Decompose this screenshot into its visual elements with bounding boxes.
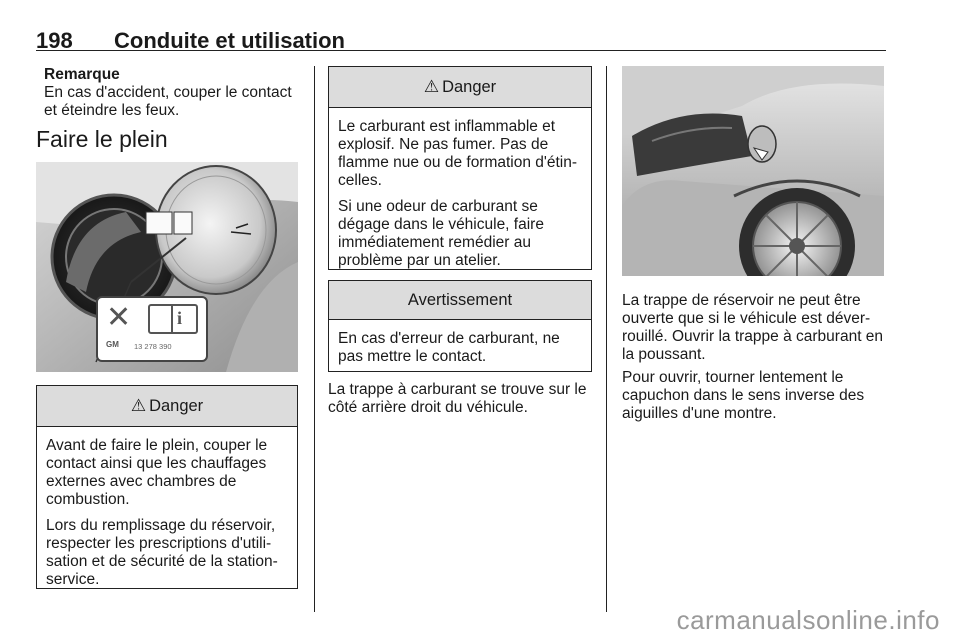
- column-divider-left: [314, 66, 315, 612]
- warning-triangle-icon: ⚠: [130, 396, 147, 415]
- label-code: 13 278 390: [134, 342, 172, 351]
- fuel-flap-illustration: [36, 162, 298, 372]
- no-fire-icon: ✕: [106, 301, 132, 334]
- danger-box-1-header: [37, 386, 297, 427]
- warning-box: [328, 280, 592, 372]
- danger-box-1-title: Danger: [149, 396, 204, 415]
- danger-box-2-paragraph-2: Si une odeur de carburant se dégage dans le véhicule, faire immédiatement remédier au problème par un atelier.: [338, 198, 544, 269]
- note-label: Remarque: [44, 66, 120, 83]
- danger-box-2-title: Danger: [442, 77, 497, 96]
- gm-logo-mark: GM: [106, 340, 119, 349]
- column-divider-right: [606, 66, 607, 612]
- page-number: 198: [36, 28, 73, 53]
- header-rule: [36, 50, 886, 51]
- car-rear-illustration: [622, 66, 884, 276]
- fuel-flap-open-text: La trappe de réservoir ne peut être ouverte que si le véhicule est déver- rouillé. Ouvrir la trappe à carburant en la poussant.: [622, 292, 884, 363]
- note-text: En cas d'accident, couper le contact et éteindre les feux.: [44, 84, 292, 119]
- danger-box-2: [328, 66, 592, 270]
- section-title: Conduite et utilisation: [114, 28, 345, 53]
- car-rear-drawing: [622, 66, 884, 276]
- warning-box-header: [329, 281, 591, 320]
- danger-box-2-header: [329, 67, 591, 108]
- watermark: carmanualsonline.info: [676, 605, 940, 635]
- warning-triangle-icon: ⚠: [423, 77, 440, 96]
- section-heading: Faire le plein: [36, 126, 168, 152]
- danger-box-1-paragraph-1: Avant de faire le plein, couper le contact ainsi que les chauffages externes avec chambres de combustion.: [46, 437, 268, 508]
- fuel-flap-location-text: La trappe à carburant se trouve sur le côté arrière droit du véhicule.: [328, 381, 587, 416]
- cap-open-text: Pour ouvrir, tourner lentement le capuchon dans le sens inverse des aiguilles d'une montre.: [622, 369, 865, 422]
- danger-box-1: [36, 385, 298, 589]
- manual-book-icon: i: [148, 304, 198, 334]
- page-header: [36, 28, 886, 53]
- danger-box-2-paragraph-1: Le carburant est inflammable et explosif. Ne pas fumer. Pas de flamme nue ou de formation d'étin- celles.: [338, 118, 578, 189]
- warning-box-title: Avertissement: [407, 290, 513, 309]
- danger-box-1-paragraph-2: Lors du remplissage du réservoir, respecter les prescriptions d'utili- sation et de sécurité de la station- service.: [46, 517, 278, 588]
- warning-box-paragraph: En cas d'erreur de carburant, ne pas mettre le contact.: [338, 330, 560, 365]
- fuel-label-callout: [96, 296, 208, 362]
